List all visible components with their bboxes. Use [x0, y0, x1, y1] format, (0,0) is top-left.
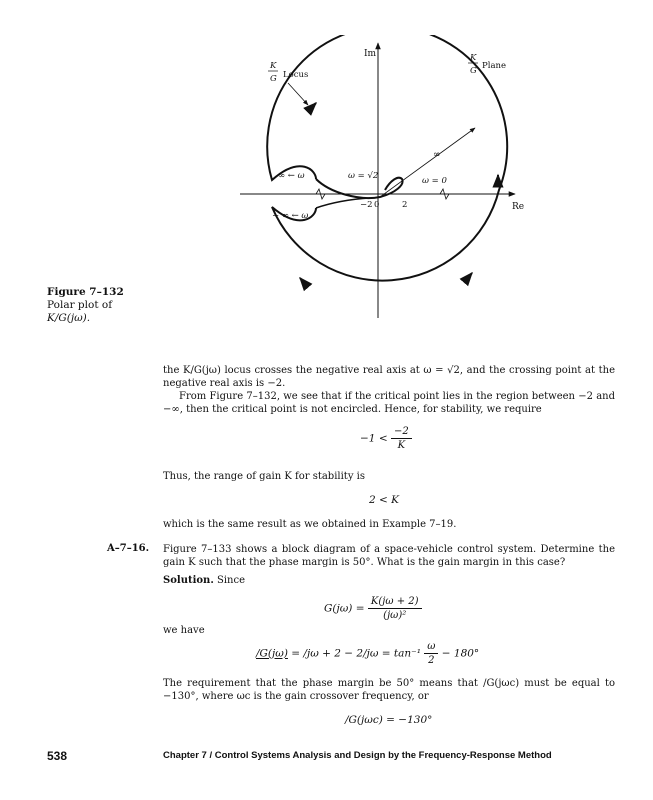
eq4-middle: = /jω + 2 − 2/jω = tan⁻¹ [291, 647, 421, 660]
radius-line [380, 128, 475, 197]
paragraph-4: which is the same result as we obtained in Example 7–19. [163, 519, 457, 530]
paragraph-3: Thus, the range of gain K for stability is [163, 471, 365, 482]
equation-5: /G(jωc) = −130° [345, 714, 433, 726]
caption-line2: K/G(jω). [47, 312, 91, 324]
solution-text: Since [217, 575, 246, 586]
caption-line1: Polar plot of [47, 299, 113, 311]
eq3-left: G(jω) = [324, 602, 365, 615]
svg-text:G: G [470, 66, 477, 76]
page-number: 538 [47, 749, 68, 763]
eq4-angle: /G(jω) [256, 647, 288, 660]
equation-1 [360, 426, 412, 451]
eq4-fraction: $\frac{\omega}{2}$ [424, 641, 438, 666]
eq1-fraction: $\frac{-2}{K}$ [391, 426, 412, 451]
svg-text:Plane: Plane [482, 61, 507, 71]
eq4-tail: − 180° [441, 647, 480, 660]
infinity-label: ∞ [433, 150, 441, 160]
eq3-fraction: $\frac{K(j\omega + 2)}{\text{(jω)²}}$ [368, 596, 422, 621]
tick-neg2: −2 [360, 200, 373, 210]
paragraph-2: From Figure 7–132, we see that if the critical point lies in the region between −2 and −∞, then the critical point is not encircled. Hence, for stability, we require [163, 391, 615, 415]
svg-text:K: K [470, 53, 477, 63]
solution-line [163, 574, 615, 587]
svg-text:K: K [270, 61, 277, 71]
arrow-bottom-left [300, 278, 306, 285]
equation-2: 2 < K [369, 494, 399, 506]
equation-4 [256, 641, 479, 666]
caption-title: Figure 7–132 [47, 286, 124, 298]
arrow-top-left [308, 103, 316, 111]
paragraph-6: The requirement that the phase margin be 50° means that /G(jωc) must be equal to −130°, where ωc is the gain crossover frequency, or [163, 678, 615, 702]
svg-text:G: G [270, 74, 277, 84]
paragraph-1: the K/G(jω) locus crosses the negative real axis at ω = √2, and the crossing point at the negative real axis is −2. [163, 365, 615, 389]
tick-2: 2 [402, 200, 408, 210]
eq1-left: −1 < [360, 432, 388, 445]
tick-0: 0 [374, 200, 380, 210]
we-have-line: we have [163, 625, 205, 636]
solution-label: Solution. [163, 575, 214, 586]
svg-text:Locus: Locus [283, 70, 309, 80]
re-axis-label: Re [512, 202, 525, 212]
figure-caption [47, 286, 124, 325]
upper-branch-label: ∞ ← ω [278, 171, 305, 181]
im-axis-label: Im [364, 49, 377, 59]
omega-sqrt2-label: ω = √2 [348, 171, 379, 181]
omega-zero-label: ω = 0 [422, 176, 447, 186]
running-head: Chapter 7 / Control Systems Analysis and Design by the Frequency-Response Method [163, 750, 552, 761]
paragraph-5: Figure 7–133 shows a block diagram of a space-vehicle control system. Determine the gain K such that the phase margin is 50°. What is the gain margin in this case? [163, 544, 615, 568]
locus-label [268, 61, 308, 84]
polar-plot-figure [230, 35, 570, 325]
problem-label: A–7–16. [107, 543, 150, 554]
equation-3 [324, 596, 422, 621]
lower-branch-label: − ∞ ← ω [272, 211, 309, 221]
locus-pointer [288, 83, 308, 105]
arrow-bottom-right [466, 273, 472, 280]
